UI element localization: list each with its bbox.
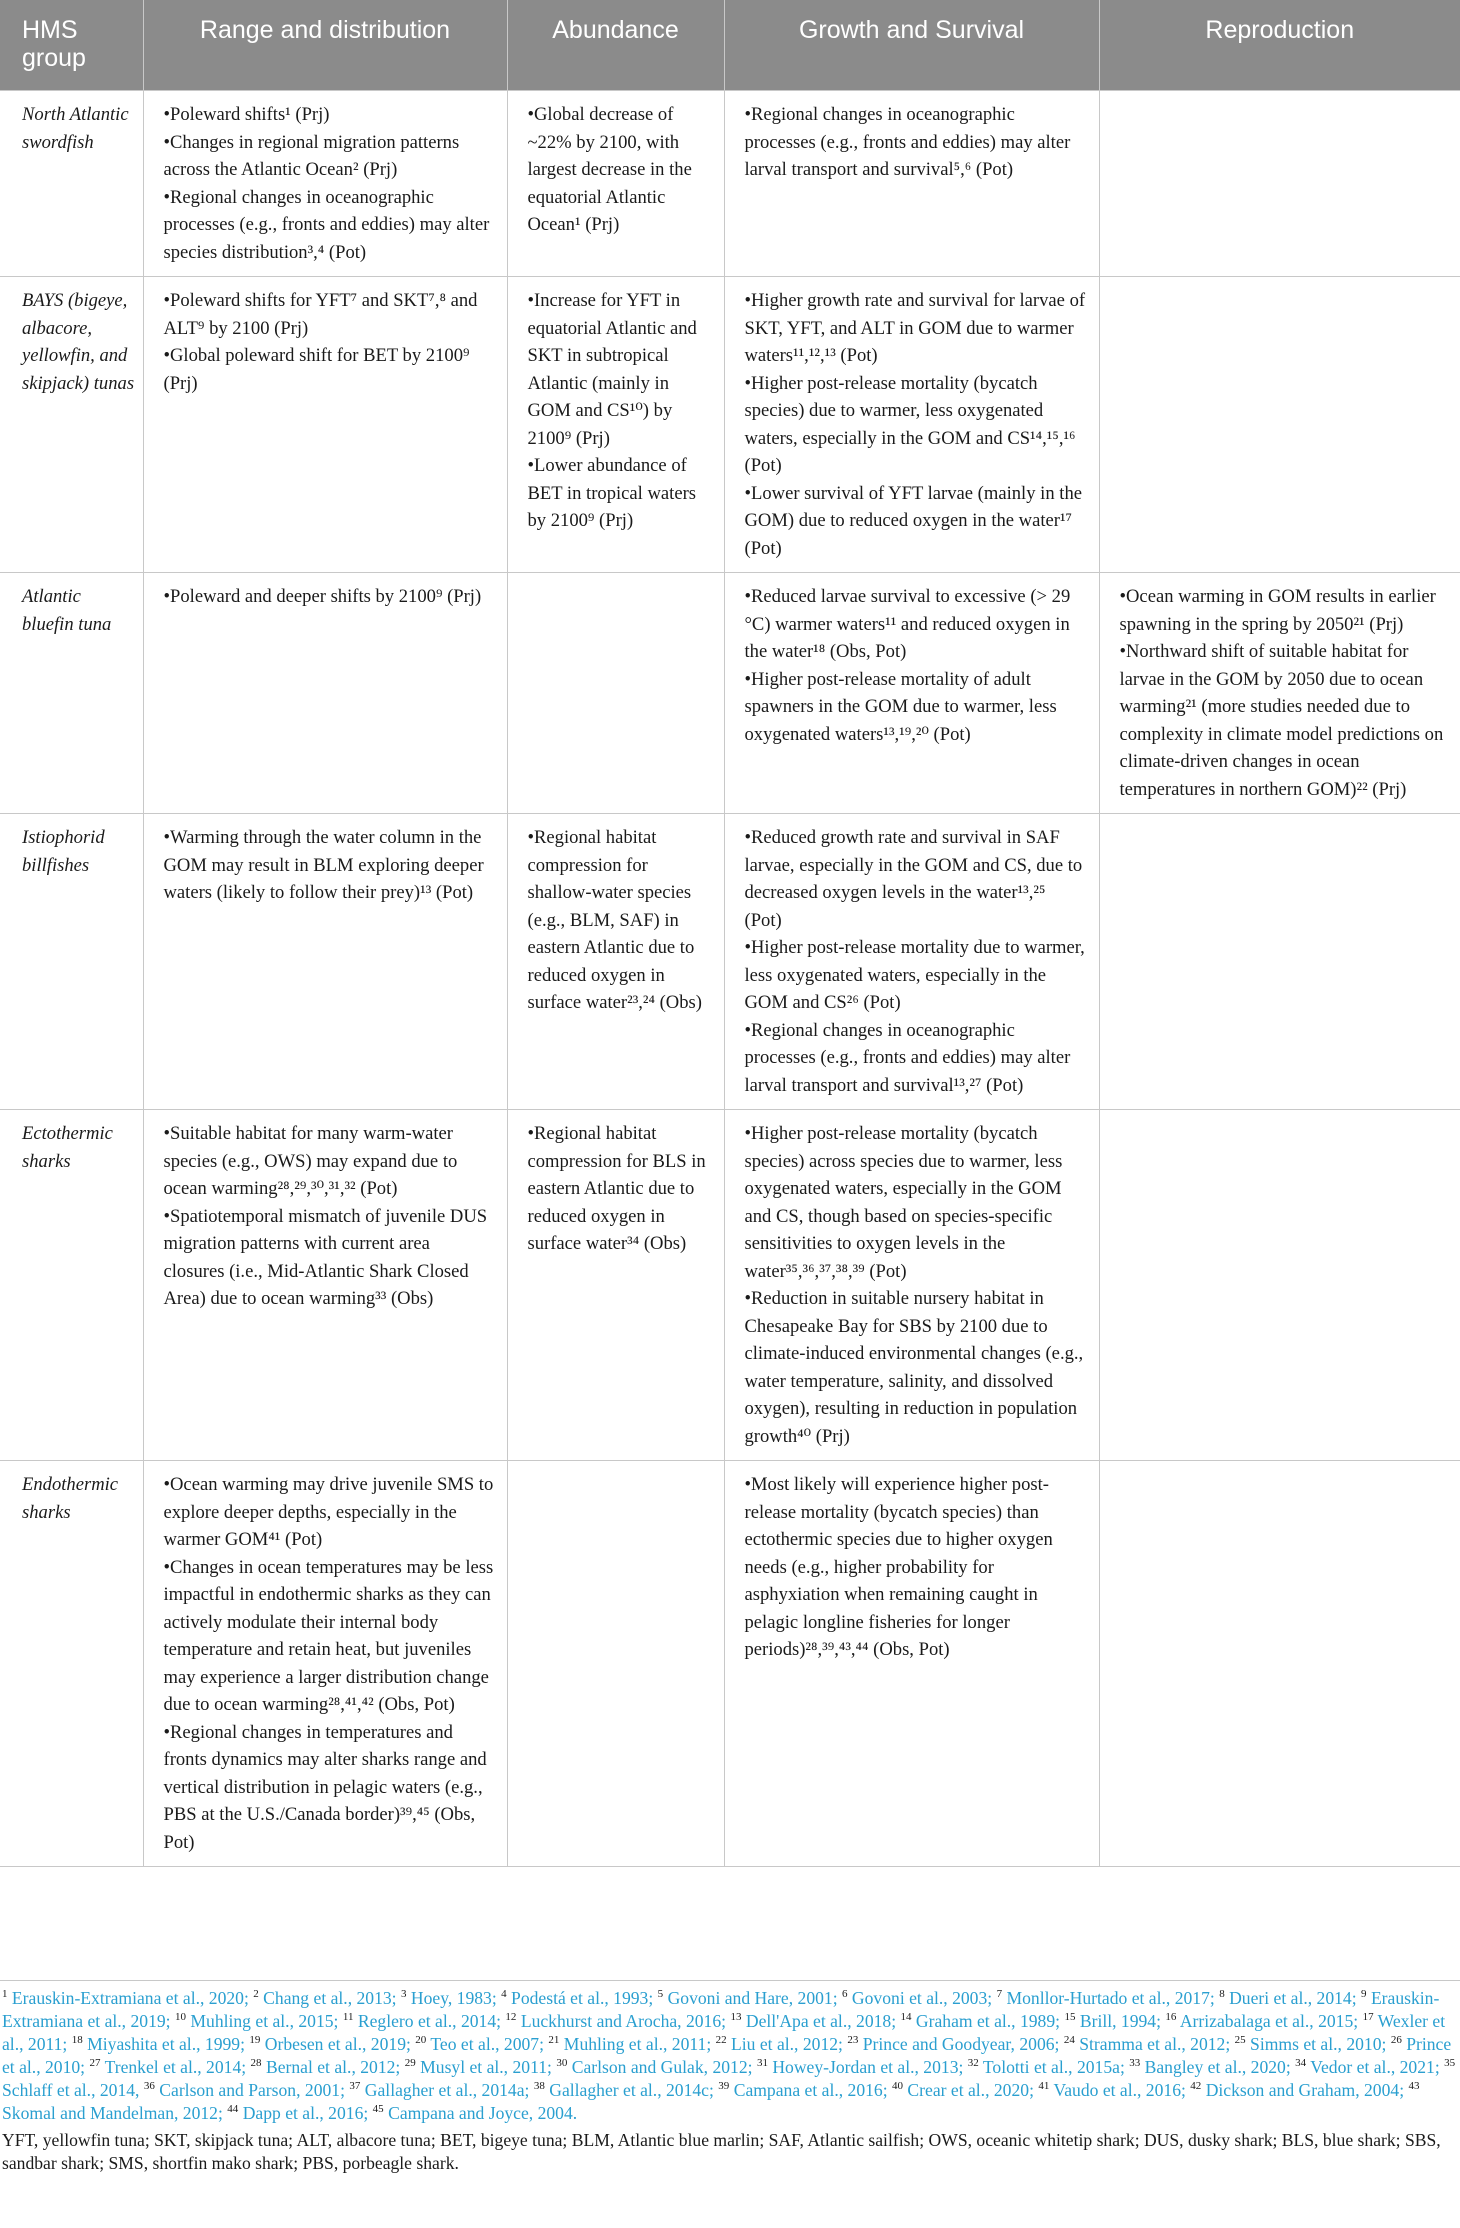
reference-list (0, 1980, 1460, 2125)
reference-number: 43 (1408, 2080, 1420, 2093)
reference-link[interactable]: Simms et al., 2010; (1250, 2034, 1387, 2054)
reference-link[interactable]: Teo et al., 2007; (430, 2034, 544, 2054)
abbreviations-note: YFT, yellowfin tuna; SKT, skipjack tuna; ALT, albacore tuna; BET, bigeye tuna; BLM, Atlantic blue marlin; SAF, Atlantic sailfish; OWS, oceanic whitetip shark; DUS, dusky shark; BLS, blue shark; SBS, sandbar shark; SMS, shortfin mako shark; PBS, porbeagle shark. (2, 2130, 1441, 2173)
reproduction-cell (1099, 1110, 1460, 1461)
reference-link[interactable]: Erauskin-Extramiana et al., 2019; (2, 1988, 1440, 2031)
growth-cell (724, 573, 1099, 814)
reference-link[interactable]: Dell'Apa et al., 2018; (745, 2011, 897, 2031)
table-row (0, 814, 1460, 1110)
hms-group-cell: BAYS (bigeye, albacore, yellowfin, and skipjack) tunas (0, 277, 143, 573)
reference-number: 5 (657, 1988, 664, 2001)
reproduction-cell (1099, 1461, 1460, 1867)
reference-number: 30 (556, 2057, 568, 2070)
reference-link[interactable]: Bernal et al., 2012; (265, 2057, 401, 2077)
reference-link[interactable]: Tolotti et al., 2015a; (982, 2057, 1125, 2077)
reference-link[interactable]: Luckhurst and Arocha, 2016; (520, 2011, 727, 2031)
growth-cell (724, 1110, 1099, 1461)
reference-link[interactable]: Dueri et al., 2014; (1229, 1988, 1357, 2008)
reference-number: 23 (847, 2034, 859, 2047)
reference-number: 41 (1038, 2080, 1050, 2093)
reference-link[interactable]: Vedor et al., 2021; (1310, 2057, 1440, 2077)
reference-number: 1 (2, 1988, 8, 2001)
reference-link[interactable]: Arrizabalaga et al., 2015; (1179, 2011, 1359, 2031)
reference-number: 7 (996, 1988, 1003, 2001)
reference-number: 17 (1362, 2011, 1374, 2024)
bullet-item: •Regional habitat compression for shallow-water species (e.g., BLM, SAF) in eastern Atlantic due to reduced oxygen in surface water²³,²⁴ (Obs) (527, 827, 702, 1013)
reference-number: 6 (842, 1988, 848, 2001)
header-group: HMS group (0, 0, 143, 91)
reference-link[interactable]: Vaudo et al., 2016; (1053, 2080, 1186, 2100)
reference-link[interactable]: Govoni and Hare, 2001; (667, 1988, 838, 2008)
reference-number: 38 (533, 2080, 545, 2093)
reproduction-cell (1099, 91, 1460, 277)
reference-link[interactable]: Monllor-Hurtado et al., 2017; (1006, 1988, 1215, 2008)
reference-link[interactable]: Dickson and Graham, 2004; (1205, 2080, 1405, 2100)
bullet-item: •Higher post-release mortality due to warmer, less oxygenated waters, especially in the GOM and CS²⁶ (Pot) (744, 937, 1085, 1013)
bullet-item: •Higher post-release mortality (bycatch species) due to warmer, less oxygenated waters, especially in the GOM and CS¹⁴,¹⁵,¹⁶ (Pot) (744, 372, 1076, 476)
bullet-item: •Reduced growth rate and survival in SAF larvae, especially in the GOM and CS, due to decreased oxygen levels in the water¹³,²⁵ (Pot) (744, 827, 1083, 931)
reference-number: 19 (249, 2034, 261, 2047)
reference-number: 44 (227, 2103, 239, 2116)
reference-number: 8 (1219, 1988, 1225, 2001)
reference-link[interactable]: Graham et al., 1989; (915, 2011, 1061, 2031)
range-cell (143, 91, 507, 277)
bullet-item: •Warming through the water column in the GOM may result in BLM exploring deeper waters (likely to follow their prey)¹³ (Pot) (163, 827, 484, 903)
table-footnotes (0, 1980, 1460, 2175)
bullet-item: •Changes in regional migration patterns across the Atlantic Ocean² (Prj) (163, 131, 460, 180)
reference-link[interactable]: Crear et al., 2020; (907, 2080, 1034, 2100)
reference-link[interactable]: Wexler et al., 2011; (2, 2011, 1446, 2054)
reference-link[interactable]: Schlaff et al., 2014, (2, 2080, 140, 2100)
bullet-item: •Global poleward shift for BET by 2100⁹ (Prj) (163, 345, 470, 394)
reference-number: 28 (250, 2057, 262, 2070)
reference-link[interactable]: Gallagher et al., 2014c; (549, 2080, 714, 2100)
reference-link[interactable]: Dapp et al., 2016; (242, 2103, 369, 2123)
header-growth: Growth and Survival (724, 0, 1099, 91)
reference-number: 29 (404, 2057, 416, 2070)
bullet-item: •Increase for YFT in equatorial Atlantic and SKT in subtropical Atlantic (mainly in GOM and CS¹⁰) by 2100⁹ (Prj) (527, 290, 697, 449)
abundance-cell (507, 91, 724, 277)
reference-link[interactable]: Chang et al., 2013; (263, 1988, 397, 2008)
bullet-item: •Poleward shifts¹ (Prj) (163, 104, 330, 125)
hms-group-cell: Ectothermic sharks (0, 1110, 143, 1461)
reference-link[interactable]: Prince et al., 2010; (2, 2034, 1452, 2077)
reference-number: 37 (349, 2080, 361, 2093)
reference-number: 18 (71, 2034, 83, 2047)
reference-number: 24 (1063, 2034, 1075, 2047)
bullet-item: •Regional changes in temperatures and fronts dynamics may alter sharks range and vertical distribution in pelagic waters (e.g., PBS at the U.S./Canada border)³⁹,⁴⁵ (Obs, Pot) (163, 1721, 487, 1853)
hms-group-cell: Atlantic bluefin tuna (0, 573, 143, 814)
reference-number: 26 (1390, 2034, 1402, 2047)
reference-number: 40 (892, 2080, 904, 2093)
bullet-item: •Poleward and deeper shifts by 2100⁹ (Prj) (163, 586, 482, 607)
reference-link[interactable]: Muhling et al., 2015; (190, 2011, 339, 2031)
growth-cell (724, 277, 1099, 573)
range-cell (143, 277, 507, 573)
bullet-item: •Higher post-release mortality of adult spawners in the GOM due to warmer, less oxygenated waters¹³,¹⁹,²⁰ (Pot) (744, 668, 1057, 745)
reference-link[interactable]: Howey-Jordan et al., 2013; (772, 2057, 964, 2077)
reference-link[interactable]: Campana and Joyce, 2004. (388, 2103, 578, 2123)
reference-number: 25 (1234, 2034, 1246, 2047)
reference-number: 21 (548, 2034, 560, 2047)
reference-link[interactable]: Carlson and Gulak, 2012; (571, 2057, 753, 2077)
reference-number: 11 (342, 2011, 354, 2024)
reference-link[interactable]: Prince and Goodyear, 2006; (862, 2034, 1060, 2054)
reference-number: 2 (253, 1988, 259, 2001)
reference-link[interactable]: Stramma et al., 2012; (1079, 2034, 1231, 2054)
range-cell (143, 1110, 507, 1461)
header-abundance: Abundance (507, 0, 724, 91)
reference-number: 20 (415, 2034, 427, 2047)
reference-number: 33 (1129, 2057, 1141, 2070)
reference-number: 27 (89, 2057, 101, 2070)
reference-number: 16 (1165, 2011, 1177, 2024)
reference-number: 36 (143, 2080, 155, 2093)
reference-link[interactable]: Orbesen et al., 2019; (264, 2034, 411, 2054)
table-row (0, 1110, 1460, 1461)
reference-number: 10 (174, 2011, 186, 2024)
reference-number: 22 (715, 2034, 727, 2047)
reproduction-cell (1099, 573, 1460, 814)
bullet-item: •Changes in ocean temperatures may be less impactful in endothermic sharks as they can actively modulate their internal body temperature and retain heat, but juveniles may experience a larger distribution change due to ocean warming²⁸,⁴¹,⁴² (Obs, Pot) (163, 1556, 494, 1715)
growth-cell (724, 814, 1099, 1110)
bullet-item: •Spatiotemporal mismatch of juvenile DUS migration patterns with current area closures (i.e., Mid-Atlantic Shark Closed Area) due to ocean warming³³ (Obs) (163, 1205, 488, 1309)
bullet-item: •Reduced larvae survival to excessive (> 29 °C) warmer waters¹¹ and reduced oxygen in the water¹⁸ (Obs, Pot) (744, 586, 1071, 662)
reference-number: 45 (372, 2103, 384, 2116)
reference-link[interactable]: Reglero et al., 2014; (357, 2011, 502, 2031)
table-row (0, 91, 1460, 277)
reference-number: 42 (1190, 2080, 1202, 2093)
range-cell (143, 814, 507, 1110)
reference-number: 31 (756, 2057, 768, 2070)
bullet-item: •Ocean warming may drive juvenile SMS to explore deeper depths, especially in the warmer GOM⁴¹ (Pot) (163, 1474, 494, 1550)
reference-number: 4 (501, 1988, 507, 2001)
reference-link[interactable]: Campana et al., 2016; (733, 2080, 888, 2100)
reference-link[interactable]: Brill, 1994; (1079, 2011, 1161, 2031)
bullet-item: •Higher growth rate and survival for larvae of SKT, YFT, and ALT in GOM due to warmer waters¹¹,¹²,¹³ (Pot) (744, 290, 1086, 366)
reference-number: 32 (967, 2057, 979, 2070)
hms-group-cell: Istiophorid billfishes (0, 814, 143, 1110)
table-row (0, 573, 1460, 814)
abundance-cell (507, 573, 724, 814)
reference-link[interactable]: Skomal and Mandelman, 2012; (2, 2103, 223, 2123)
abundance-cell (507, 814, 724, 1110)
bullet-item: •Lower abundance of BET in tropical waters by 2100⁹ (Prj) (527, 455, 697, 531)
reference-number: 14 (900, 2011, 912, 2024)
reproduction-cell (1099, 814, 1460, 1110)
hms-group-cell: Endothermic sharks (0, 1461, 143, 1867)
abundance-cell (507, 1461, 724, 1867)
reference-link[interactable]: Liu et al., 2012; (731, 2034, 843, 2054)
bullet-item: •Regional habitat compression for BLS in eastern Atlantic due to reduced oxygen in surface water³⁴ (Obs) (527, 1123, 706, 1254)
bullet-item: •Suitable habitat for many warm-water species (e.g., OWS) may expand due to ocean warming²⁸,²⁹,³⁰,³¹,³² (Pot) (163, 1123, 458, 1199)
growth-cell (724, 91, 1099, 277)
bullet-item: •Most likely will experience higher post-release mortality (bycatch species) than ectothermic species due to higher oxygen needs (e.g., higher probability for asphyxiation when remaining caught in pelagic longline fisheries for longer periods)²⁸,³⁹,⁴³,⁴⁴ (Obs, Pot) (744, 1474, 1053, 1660)
reference-number: 13 (730, 2011, 742, 2024)
reference-link[interactable]: Podestá et al., 1993; (511, 1988, 654, 2008)
bullet-item: •Higher post-release mortality (bycatch species) across species due to warmer, less oxygenated waters, especially in the GOM and CS, though based on species-specific sensitivities to oxygen levels in the water³⁵,³⁶,³⁷,³⁸,³⁹ (Pot) (744, 1123, 1063, 1282)
reference-link[interactable]: Trenkel et al., 2014; (104, 2057, 247, 2077)
reference-link[interactable]: Miyashita et al., 1999; (87, 2034, 245, 2054)
range-cell (143, 1461, 507, 1867)
reference-link[interactable]: Bangley et al., 2020; (1144, 2057, 1291, 2077)
bullet-item: •Regional changes in oceanographic processes (e.g., fronts and eddies) may alter species distribution³,⁴ (Pot) (163, 186, 490, 263)
bullet-item: •Northward shift of suitable habitat for larvae in the GOM by 2050 due to ocean warming²¹ (more studies needed due to complexity in climate model predictions on climate-driven changes in ocean temperatures in northern GOM)²² (Prj) (1119, 641, 1444, 800)
reference-number: 15 (1064, 2011, 1076, 2024)
table-row (0, 277, 1460, 573)
header-reproduction: Reproduction (1099, 0, 1460, 91)
reference-link[interactable]: Carlson and Parson, 2001; (159, 2080, 345, 2100)
reference-link[interactable]: Govoni et al., 2003; (851, 1988, 993, 2008)
bullet-item: •Lower survival of YFT larvae (mainly in the GOM) due to reduced oxygen in the water¹⁷ (Pot) (744, 482, 1082, 559)
bullet-item: •Reduction in suitable nursery habitat in Chesapeake Bay for SBS by 2100 due to climate-induced environmental changes (e.g., water temperature, salinity, and dissolved oxygen), resulting in reduction in population growth⁴⁰ (Prj) (744, 1288, 1084, 1447)
reference-number: 39 (718, 2080, 730, 2093)
reference-link[interactable]: Muhling et al., 2011; (563, 2034, 712, 2054)
table-row (0, 1461, 1460, 1867)
bullet-item: •Regional changes in oceanographic processes (e.g., fronts and eddies) may alter larval transport and survival¹³,²⁷ (Pot) (744, 1019, 1071, 1096)
reference-link[interactable]: Erauskin-Extramiana et al., 2020; (11, 1988, 249, 2008)
bullet-item: •Ocean warming in GOM results in earlier spawning in the spring by 2050²¹ (Prj) (1119, 586, 1436, 635)
reference-link[interactable]: Musyl et al., 2011; (420, 2057, 552, 2077)
reference-link[interactable]: Hoey, 1983; (410, 1988, 497, 2008)
reference-number: 9 (1361, 1988, 1367, 2001)
reference-number: 34 (1295, 2057, 1307, 2070)
range-cell (143, 573, 507, 814)
reference-number: 12 (505, 2011, 517, 2024)
reference-link[interactable]: Gallagher et al., 2014a; (364, 2080, 530, 2100)
bullet-item: •Poleward shifts for YFT⁷ and SKT⁷,⁸ and ALT⁹ by 2100 (Prj) (163, 290, 478, 339)
table-header-row (0, 0, 1460, 91)
bullet-item: •Global decrease of ~22% by 2100, with largest decrease in the equatorial Atlantic Ocean¹ (Prj) (527, 104, 692, 235)
growth-cell (724, 1461, 1099, 1867)
hms-group-cell: North Atlantic swordfish (0, 91, 143, 277)
abundance-cell (507, 1110, 724, 1461)
header-range: Range and distribution (143, 0, 507, 91)
reproduction-cell (1099, 277, 1460, 573)
reference-number: 35 (1444, 2057, 1456, 2070)
abundance-cell (507, 277, 724, 573)
bullet-item: •Regional changes in oceanographic processes (e.g., fronts and eddies) may alter larval transport and survival⁵,⁶ (Pot) (744, 104, 1071, 180)
reference-number: 3 (400, 1988, 407, 2001)
